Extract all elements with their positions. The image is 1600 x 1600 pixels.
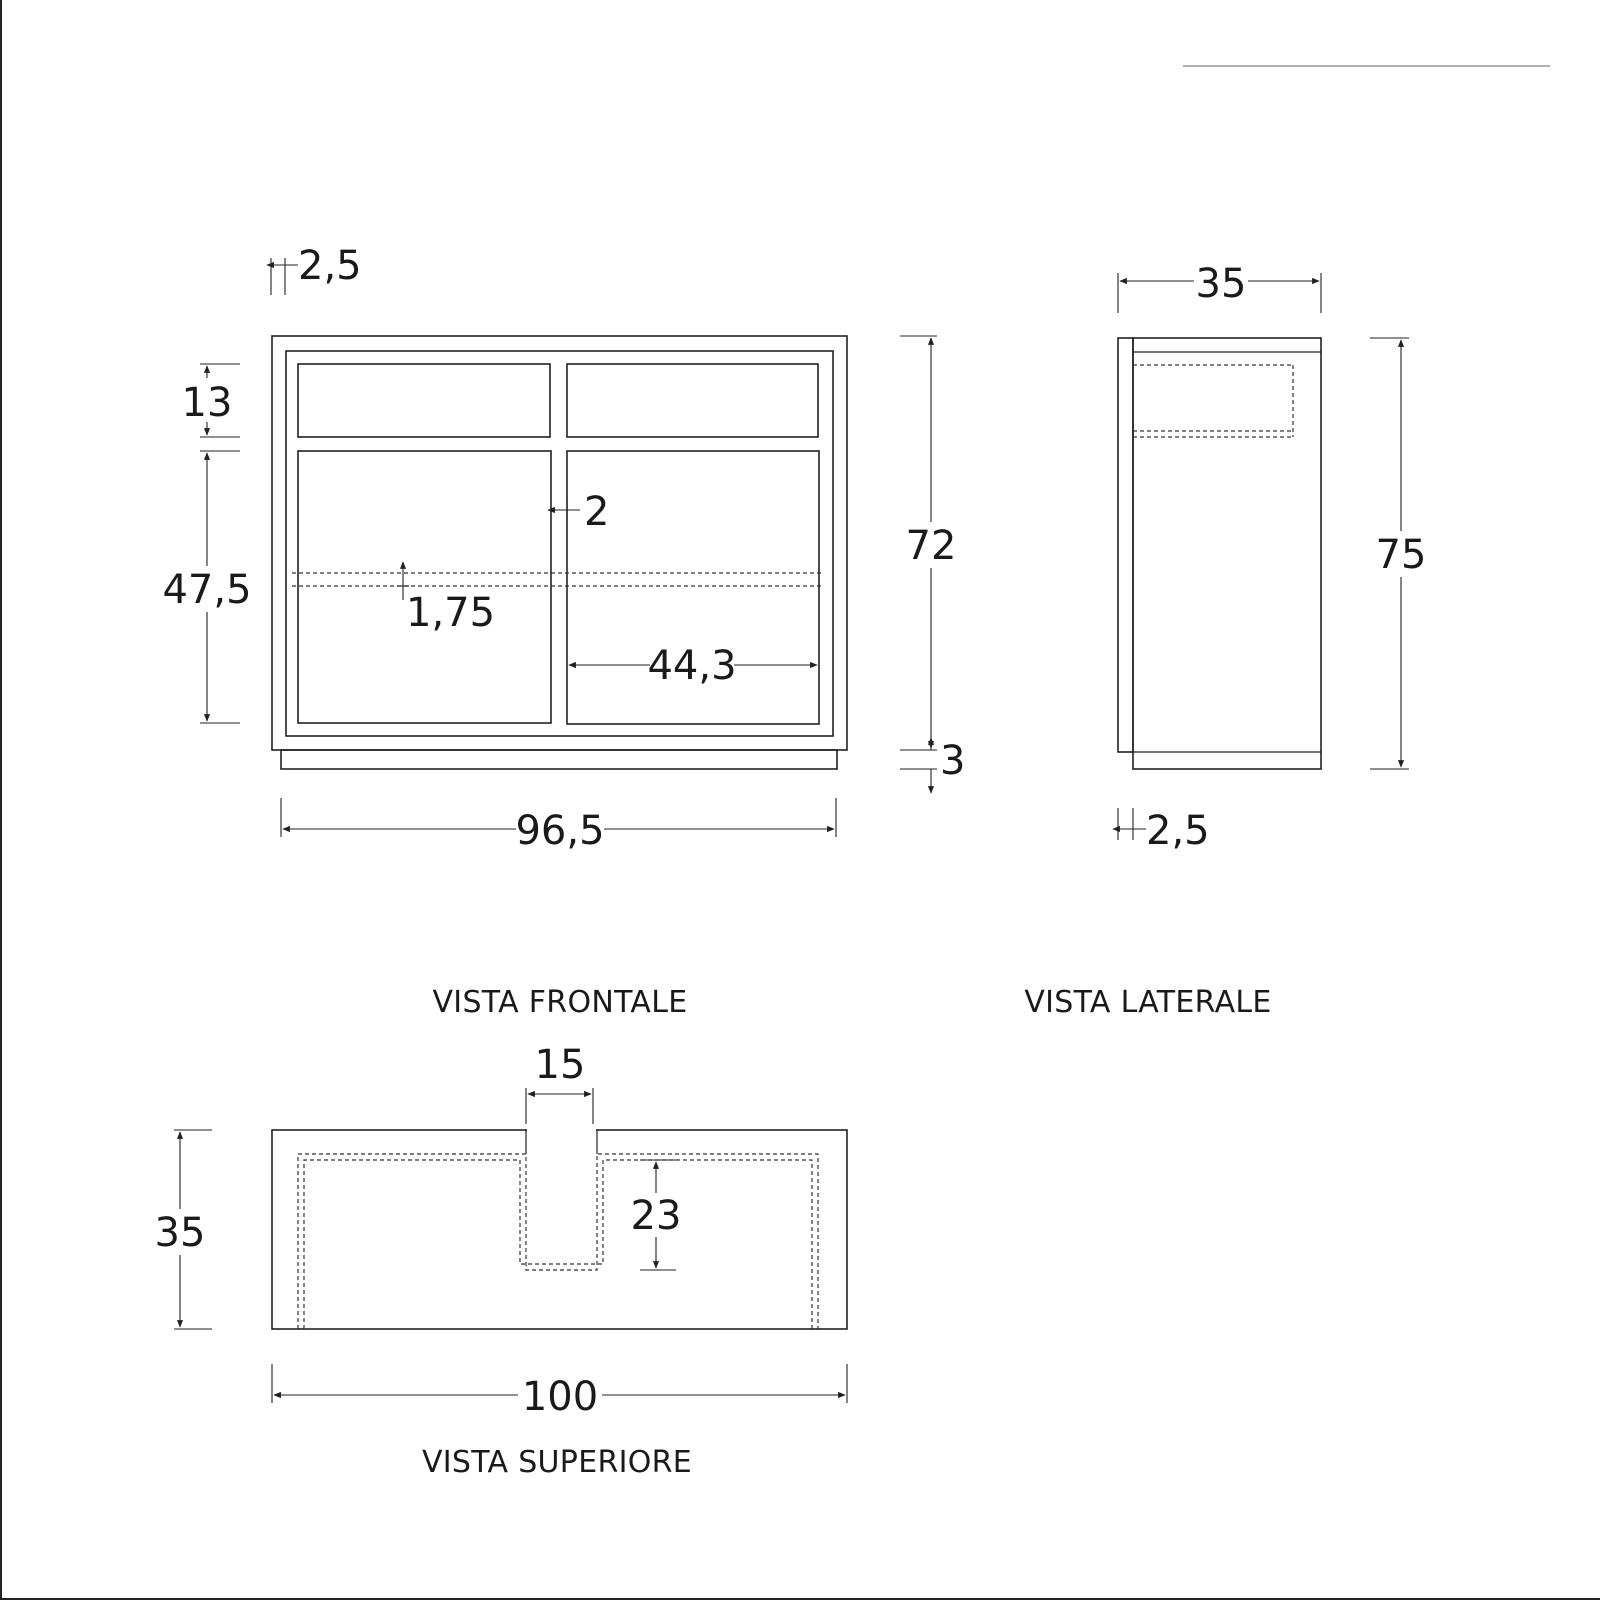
dim-body-height: 72 xyxy=(905,523,957,569)
dim-door-height: 47,5 xyxy=(162,567,252,613)
dim-plinth-height: 3 xyxy=(940,738,966,784)
front-view-caption: VISTA FRONTALE xyxy=(432,985,688,1020)
dim-side-depth: 35 xyxy=(1195,261,1247,307)
dim-drawer-height: 13 xyxy=(181,380,233,426)
front-drawer-left xyxy=(298,364,550,437)
dim-total-width: 100 xyxy=(521,1374,599,1420)
dim-plinth-width: 96,5 xyxy=(515,808,605,854)
front-door-left xyxy=(298,451,551,723)
dim-shelf-thickness: 1,75 xyxy=(406,590,496,636)
dim-top-depth: 35 xyxy=(154,1210,206,1256)
side-view-caption: VISTA LATERALE xyxy=(1024,985,1272,1020)
front-view xyxy=(162,243,965,1020)
side-back-panel xyxy=(1118,338,1133,752)
top-inner-outline-inner xyxy=(304,1160,812,1329)
dim-notch-width: 15 xyxy=(534,1042,586,1088)
front-outer-body xyxy=(272,336,847,750)
dim-top-offset: 2,5 xyxy=(298,243,362,289)
dim-back-thickness: 2,5 xyxy=(1146,808,1210,854)
front-plinth xyxy=(281,750,837,769)
dim-notch-depth: 23 xyxy=(630,1193,682,1239)
dim-door-width: 44,3 xyxy=(647,643,737,689)
side-view xyxy=(1024,260,1429,1020)
top-inner-outline-outer xyxy=(298,1154,818,1329)
top-view-caption: VISTA SUPERIORE xyxy=(421,1445,693,1480)
top-view xyxy=(152,1042,847,1480)
front-drawer-right xyxy=(567,364,818,437)
front-inner-frame xyxy=(286,351,833,736)
dim-side-height: 75 xyxy=(1375,532,1427,578)
dim-door-gap: 2 xyxy=(584,489,610,535)
